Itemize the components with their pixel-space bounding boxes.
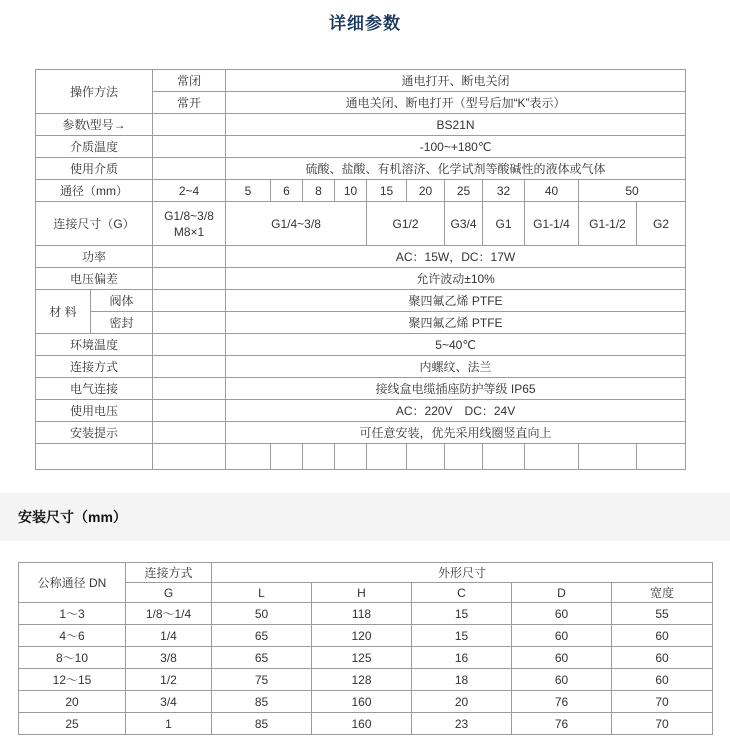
dim-header-d: D bbox=[512, 583, 612, 603]
spec-label-medium: 使用介质 bbox=[36, 158, 153, 180]
dim-cell-g: 1/2 bbox=[126, 669, 212, 691]
table-row bbox=[19, 691, 713, 713]
spec-value-medium: 硫酸、盐酸、有机溶济、化学试剂等酸碱性的液体或气体 bbox=[226, 158, 686, 180]
dim-cell-c: 15 bbox=[412, 603, 512, 625]
dim-cell-l: 65 bbox=[212, 625, 312, 647]
dim-header-h: H bbox=[312, 583, 412, 603]
diameter-cell: 20 bbox=[407, 180, 445, 202]
dim-cell-d: 60 bbox=[512, 603, 612, 625]
empty-cell bbox=[153, 422, 226, 444]
spec-value-install-tip: 可任意安装，优先采用线圈竖直向上 bbox=[226, 422, 686, 444]
dim-cell-width: 60 bbox=[612, 625, 713, 647]
spec-label-operation: 操作方法 bbox=[36, 70, 153, 114]
dim-cell-c: 23 bbox=[412, 713, 512, 735]
material-part-value: 聚四氟乙烯 PTFE bbox=[226, 312, 686, 334]
connection-size-line1: G1/8~3/8 bbox=[164, 208, 214, 223]
dim-header-dn: 公称通径 DN bbox=[19, 563, 126, 603]
spec-value-normally-closed: 通电打开、断电关闭 bbox=[226, 70, 686, 92]
spec-label-voltage: 使用电压 bbox=[36, 400, 153, 422]
empty-cell bbox=[153, 114, 226, 136]
empty-cell bbox=[407, 444, 445, 470]
empty-cell bbox=[153, 268, 226, 290]
dim-header-outline: 外形尺寸 bbox=[212, 563, 713, 583]
diameter-cell: 5 bbox=[226, 180, 271, 202]
empty-cell bbox=[153, 400, 226, 422]
empty-cell bbox=[271, 444, 303, 470]
spec-label-model: 参数\型号→ bbox=[36, 114, 153, 136]
material-part-name: 阀体 bbox=[91, 290, 153, 312]
dim-cell-c: 15 bbox=[412, 625, 512, 647]
diameter-cell: 6 bbox=[271, 180, 303, 202]
dim-header-g: G bbox=[126, 583, 212, 603]
spec-value-ambient-temp: 5~40℃ bbox=[226, 334, 686, 356]
diameter-cell: 50 bbox=[579, 180, 686, 202]
material-part-value: 聚四氟乙烯 PTFE bbox=[226, 290, 686, 312]
dim-cell-l: 65 bbox=[212, 647, 312, 669]
dim-cell-l: 75 bbox=[212, 669, 312, 691]
page-title: 详细参数 bbox=[329, 14, 401, 33]
dim-cell-d: 60 bbox=[512, 625, 612, 647]
empty-cell bbox=[153, 378, 226, 400]
dim-cell-l: 50 bbox=[212, 603, 312, 625]
spec-label-electrical: 电气连接 bbox=[36, 378, 153, 400]
diameter-cell: 8 bbox=[303, 180, 335, 202]
spec-label-install-tip: 安装提示 bbox=[36, 422, 153, 444]
spec-label-voltage-tolerance: 电压偏差 bbox=[36, 268, 153, 290]
dim-cell-l: 85 bbox=[212, 691, 312, 713]
dim-cell-h: 160 bbox=[312, 713, 412, 735]
dim-cell-d: 76 bbox=[512, 713, 612, 735]
dim-cell-c: 18 bbox=[412, 669, 512, 691]
dim-cell-width: 70 bbox=[612, 713, 713, 735]
empty-cell bbox=[153, 356, 226, 378]
spec-label-ambient-temp: 环境温度 bbox=[36, 334, 153, 356]
empty-cell bbox=[153, 444, 226, 470]
dim-cell-width: 60 bbox=[612, 647, 713, 669]
connection-size-cell: G1-1/2 bbox=[579, 202, 637, 246]
dim-cell-g: 1/4 bbox=[126, 625, 212, 647]
dim-cell-d: 60 bbox=[512, 647, 612, 669]
empty-cell bbox=[226, 444, 271, 470]
diameter-cell: 40 bbox=[525, 180, 579, 202]
spec-value-voltage: AC：220V DC：24V bbox=[226, 400, 686, 422]
dim-cell-width: 55 bbox=[612, 603, 713, 625]
spec-value-medium-temp: -100~+180℃ bbox=[226, 136, 686, 158]
spec-label-connection-type: 连接方式 bbox=[36, 356, 153, 378]
dim-cell-g: 3/8 bbox=[126, 647, 212, 669]
empty-cell bbox=[153, 334, 226, 356]
empty-cell bbox=[303, 444, 335, 470]
connection-size-cell bbox=[153, 202, 226, 246]
material-part-name: 密封 bbox=[91, 312, 153, 334]
dim-cell-h: 118 bbox=[312, 603, 412, 625]
dim-cell-width: 60 bbox=[612, 669, 713, 691]
dim-cell-dn: 1～3 bbox=[19, 603, 126, 625]
connection-size-cell: G3/4 bbox=[445, 202, 483, 246]
dim-cell-g: 1 bbox=[126, 713, 212, 735]
diameter-cell: 15 bbox=[367, 180, 407, 202]
empty-cell bbox=[367, 444, 407, 470]
dim-cell-h: 160 bbox=[312, 691, 412, 713]
dimension-table bbox=[18, 562, 713, 735]
dim-cell-dn: 20 bbox=[19, 691, 126, 713]
dim-header-c: C bbox=[412, 583, 512, 603]
dim-cell-dn: 4～6 bbox=[19, 625, 126, 647]
empty-cell bbox=[483, 444, 525, 470]
connection-size-cell: G1-1/4 bbox=[525, 202, 579, 246]
spec-value-connection-type: 内螺纹、法兰 bbox=[226, 356, 686, 378]
empty-cell bbox=[637, 444, 686, 470]
spec-cell-normally-open: 常开 bbox=[153, 92, 226, 114]
dim-cell-l: 85 bbox=[212, 713, 312, 735]
spec-value-voltage-tolerance: 允许波动±10% bbox=[226, 268, 686, 290]
dim-cell-h: 128 bbox=[312, 669, 412, 691]
empty-cell bbox=[335, 444, 367, 470]
dim-cell-h: 120 bbox=[312, 625, 412, 647]
spec-table bbox=[35, 69, 686, 470]
empty-cell bbox=[153, 290, 226, 312]
install-section-title: 安装尺寸（mm） bbox=[18, 509, 127, 525]
table-row bbox=[19, 713, 713, 735]
dim-cell-d: 76 bbox=[512, 691, 612, 713]
empty-cell bbox=[579, 444, 637, 470]
dim-cell-dn: 25 bbox=[19, 713, 126, 735]
empty-cell bbox=[153, 136, 226, 158]
dim-cell-dn: 12～15 bbox=[19, 669, 126, 691]
connection-size-line2: M8×1 bbox=[173, 224, 205, 239]
spec-cell-normally-closed: 常闭 bbox=[153, 70, 226, 92]
dim-header-l: L bbox=[212, 583, 312, 603]
table-row bbox=[19, 647, 713, 669]
install-section-strip bbox=[0, 493, 730, 541]
table-row bbox=[19, 603, 713, 625]
dim-cell-c: 16 bbox=[412, 647, 512, 669]
connection-size-cell: G1/2 bbox=[367, 202, 445, 246]
dim-cell-g: 3/4 bbox=[126, 691, 212, 713]
spec-value-normally-open: 通电关闭、断电打开（型号后加“K”表示） bbox=[226, 92, 686, 114]
empty-cell bbox=[36, 444, 153, 470]
diameter-cell: 2~4 bbox=[153, 180, 226, 202]
dim-cell-width: 70 bbox=[612, 691, 713, 713]
diameter-cell: 25 bbox=[445, 180, 483, 202]
table-row bbox=[19, 669, 713, 691]
dim-cell-dn: 8～10 bbox=[19, 647, 126, 669]
connection-size-cell: G2 bbox=[637, 202, 686, 246]
spec-label-diameter: 通径（mm） bbox=[36, 180, 153, 202]
dim-cell-h: 125 bbox=[312, 647, 412, 669]
empty-cell bbox=[153, 246, 226, 268]
dim-cell-c: 20 bbox=[412, 691, 512, 713]
connection-size-cell: G1 bbox=[483, 202, 525, 246]
dim-header-connection: 连接方式 bbox=[126, 563, 212, 583]
empty-cell bbox=[153, 312, 226, 334]
spec-value-power: AC：15W，DC：17W bbox=[226, 246, 686, 268]
spec-value-model: BS21N bbox=[226, 114, 686, 136]
connection-size-cell: G1/4~3/8 bbox=[226, 202, 367, 246]
spec-label-material: 材 料 bbox=[36, 290, 91, 334]
diameter-cell: 32 bbox=[483, 180, 525, 202]
diameter-cell: 10 bbox=[335, 180, 367, 202]
empty-cell bbox=[445, 444, 483, 470]
dim-cell-g: 1/8～1/4 bbox=[126, 603, 212, 625]
table-row bbox=[19, 625, 713, 647]
spec-value-electrical: 接线盒电缆插座防护等级 IP65 bbox=[226, 378, 686, 400]
spec-label-power: 功率 bbox=[36, 246, 153, 268]
empty-cell bbox=[153, 158, 226, 180]
dim-header-width: 宽度 bbox=[612, 583, 713, 603]
dim-cell-d: 60 bbox=[512, 669, 612, 691]
spec-label-medium-temp: 介质温度 bbox=[36, 136, 153, 158]
spec-label-connection-size: 连接尺寸（G） bbox=[36, 202, 153, 246]
empty-cell bbox=[525, 444, 579, 470]
